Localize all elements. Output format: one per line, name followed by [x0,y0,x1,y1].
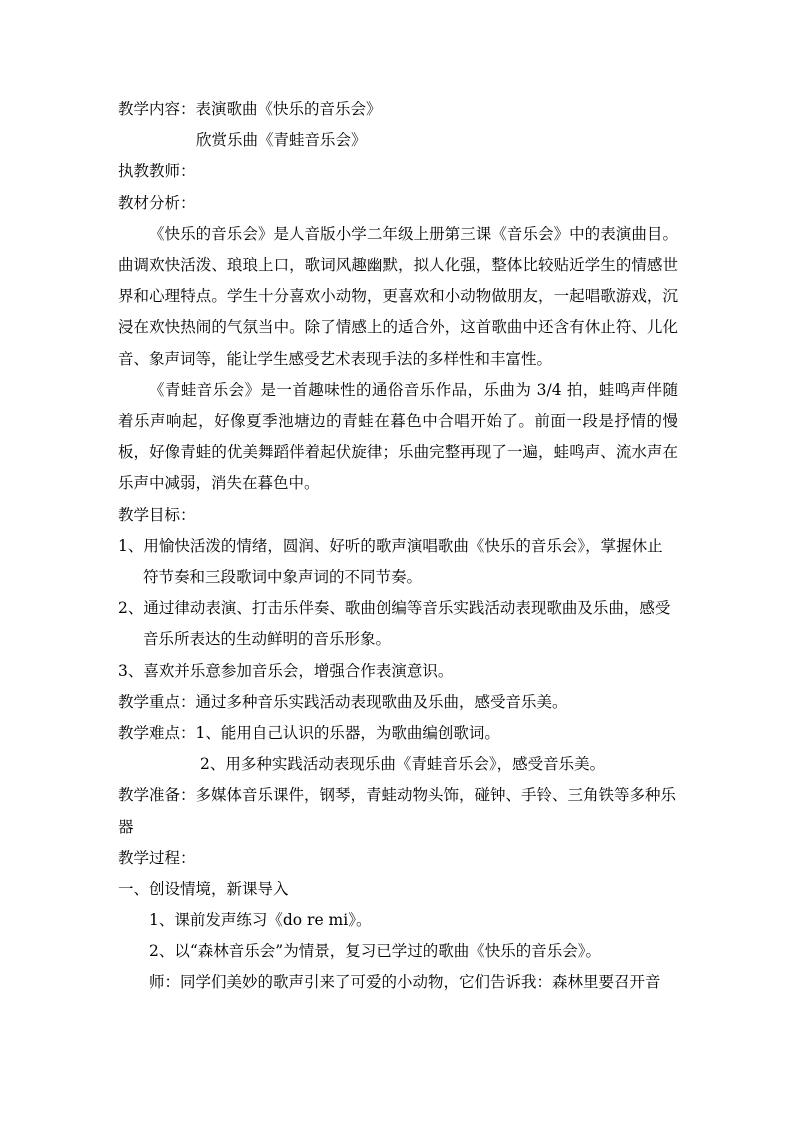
analysis-heading: 教材分析： [118,193,196,212]
step-1: 1、课前发声练习《do re mi》。 [149,911,372,930]
difficulty-1: 教学难点：1、能用自己认识的乐器，为歌曲编创歌词。 [118,723,500,742]
key-point: 教学重点：通过多种音乐实践活动表现歌曲及乐曲，感受音乐美。 [118,692,568,711]
process-heading: 教学过程： [118,848,196,867]
teaching-prep: 教学准备：多媒体音乐课件，钢琴，青蛙动物头饰，碰钟、手铃、三角铁等多种乐器 [118,786,677,836]
step-2: 2、以“森林音乐会”为情景，复习已学过的歌曲《快乐的音乐会》。 [149,942,601,961]
teacher-dialogue: 师：同学们美妙的歌声引来了可爱的小动物，它们告诉我：森林里要召开音 [149,973,661,992]
teacher-label: 执教教师： [118,162,196,181]
goal-3: 3、喜欢并乐意参加音乐会，增强合作表演意识。 [118,661,454,680]
analysis-paragraph-2: 《青蛙音乐会》是一首趣味性的通俗音乐作品，乐曲为 3/4 拍，蛙鸣声伴随着乐声响起，好像夏季池塘边的青蛙在暮色中合唱开始了。前面一段是抒情的慢板，好像青蛙的优美舞蹈伴着起伏旋律；乐曲完整再现了一遍，蛙鸣声、流水声在乐声中减弱，消失在暮色中。 [118,380,678,493]
lesson-plan-body [118,94,678,999]
analysis-paragraph-1: 《快乐的音乐会》是人音版小学二年级上册第三课《音乐会》中的表演曲目。曲调欢快活泼、琅琅上口，歌词风趣幽默，拟人化强，整体比较贴近学生的情感世界和心理特点。学生十分喜欢小动物，更喜欢和小动物做朋友，一起唱歌游戏，沉浸在欢快热闹的气氛当中。除了情感上的适合外，这首歌曲中还含有休止符、儿化音、象声词等，能让学生感受艺术表现手法的多样性和丰富性。 [118,224,678,368]
teaching-content: 教学内容：表演歌曲《快乐的音乐会》 [118,100,382,118]
goal-2: 2、通过律动表演、打击乐伴奏、歌曲创编等音乐实践活动表现歌曲及乐曲，感受音乐所表达的生动鲜明的音乐形象。 [118,599,671,649]
teaching-content-appreciation: 欣赏乐曲《青蛙音乐会》 [196,131,367,150]
goal-1: 1、用愉快活泼的情绪，圆润、好听的歌声演唱歌曲《快乐的音乐会》，掌握休止符节奏和三段歌词中象声词的不同节奏。 [118,536,663,586]
difficulty-2: 2、用多种实践活动表现乐曲《青蛙音乐会》，感受音乐美。 [200,755,606,774]
section-1-title: 一、创设情境，新课导入 [118,879,289,898]
goals-heading: 教学目标： [118,505,196,524]
